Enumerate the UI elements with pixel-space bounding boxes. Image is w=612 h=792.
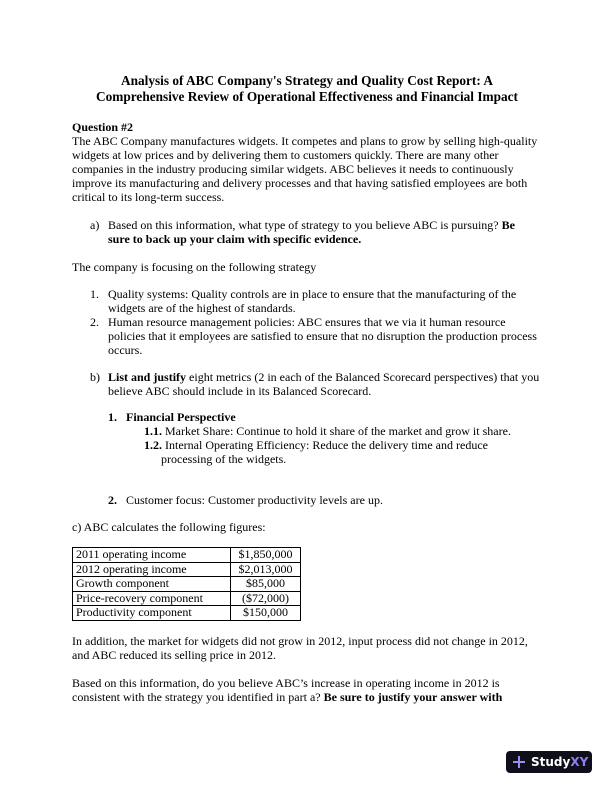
scorecard-subitem-marker: 1.2. <box>144 438 162 452</box>
strategy-item-marker: 2. <box>90 315 99 329</box>
scorecard-subitem <box>144 438 544 466</box>
plus-icon <box>513 756 525 768</box>
document-title <box>72 73 542 105</box>
title-line-2: Comprehensive Review of Operational Effectiveness and Financial Impact <box>96 89 518 104</box>
scorecard-subitem-marker: 1.1. <box>144 424 162 438</box>
table-cell-label: 2011 operating income <box>73 548 231 563</box>
table-row <box>73 548 301 563</box>
scorecard-text: Customer focus: Customer productivity levels are up. <box>126 493 383 507</box>
question-heading: Question #2 <box>72 120 134 134</box>
question-emphasis: Be sure to justify your answer with <box>323 690 503 704</box>
part-b <box>90 370 550 398</box>
figures-table <box>72 547 301 621</box>
scorecard-marker: 2. <box>108 493 117 507</box>
addition-line: and ABC reduced its selling price in 2012. <box>72 648 276 662</box>
table-cell-value: $1,850,000 <box>231 548 301 563</box>
table-cell-value: ($72,000) <box>231 591 301 606</box>
badge-label <box>531 755 588 769</box>
intro-line: widgets at low prices and by delivering them to customers quickly. There are many other <box>72 148 499 162</box>
scorecard-subitem-text: Internal Operating Efficiency: Reduce the delivery time and reduce <box>165 438 488 452</box>
scorecard-customer-focus <box>108 493 528 507</box>
part-c-intro: c) ABC calculates the following figures: <box>72 520 266 534</box>
part-c-question <box>72 676 552 704</box>
studyxy-badge[interactable] <box>506 751 592 773</box>
part-a-text: Based on this information, what type of strategy to you believe ABC is pursuing? <box>108 218 502 232</box>
strategy-item-line: widgets are of the highest of standards. <box>108 301 296 315</box>
question-text: consistent with the strategy you identified in part a? <box>72 690 324 704</box>
part-b-text-cont: believe ABC should include in its Balanced Scorecard. <box>108 384 372 398</box>
intro-line: companies in the industry producing similar widgets. ABC believes it needs to continuously <box>72 162 514 176</box>
strategy-item-line: policies that it employees are satisfied to ensure that no disruption the production process <box>108 329 537 343</box>
addition-line: In addition, the market for widgets did not grow in 2012, input process did not change in 2012, <box>72 634 528 648</box>
scorecard-subitem-text-cont: processing of the widgets. <box>161 452 287 466</box>
part-b-text: eight metrics (2 in each of the Balanced Scorecard perspectives) that you <box>186 370 540 384</box>
title-line-1: Analysis of ABC Company's Strategy and Quality Cost Report: A <box>121 73 493 88</box>
badge-text-accent: XY <box>570 755 589 769</box>
scorecard-subitem <box>144 424 544 438</box>
intro-line: The ABC Company manufactures widgets. It competes and plans to grow by selling high-quality <box>72 134 538 148</box>
part-a-marker: a) <box>90 218 100 232</box>
part-a-emphasis-cont: sure to back up your claim with specific evidence. <box>108 232 362 246</box>
part-b-emphasis: List and justify <box>108 370 187 384</box>
question-line: Based on this information, do you believe ABC’s increase in operating income in 2012 is <box>72 676 500 690</box>
table-row <box>73 591 301 606</box>
intro-line: improve its manufacturing and delivery processes and that having satisfied employees are both <box>72 176 528 190</box>
table-cell-value: $150,000 <box>231 606 301 621</box>
strategy-item-line: Quality systems: Quality controls are in place to ensure that the manufacturing of the <box>108 287 517 301</box>
strategy-item-marker: 1. <box>90 287 99 301</box>
table-cell-value: $85,000 <box>231 577 301 592</box>
table-cell-label: 2012 operating income <box>73 562 231 577</box>
strategy-item-line: Human resource management policies: ABC ensures that we via it human resource <box>108 315 506 329</box>
part-a <box>90 218 542 246</box>
table-cell-label: Productivity component <box>73 606 231 621</box>
strategy-item <box>90 315 550 357</box>
strategy-item <box>90 287 542 315</box>
badge-text-main: Study <box>531 755 571 769</box>
part-b-marker: b) <box>90 370 100 384</box>
scorecard-financial-perspective <box>108 410 528 424</box>
intro-line: critical to its long-term success. <box>72 190 225 204</box>
part-c-addition <box>72 634 552 662</box>
part-a-emphasis: Be <box>501 218 515 232</box>
table-row <box>73 577 301 592</box>
scorecard-marker: 1. <box>108 410 117 424</box>
table-row <box>73 562 301 577</box>
table-cell-label: Growth component <box>73 577 231 592</box>
strategy-item-line: occurs. <box>108 343 143 357</box>
strategy-intro: The company is focusing on the following strategy <box>72 260 317 274</box>
scorecard-heading: Financial Perspective <box>126 410 236 424</box>
table-row <box>73 606 301 621</box>
scorecard-subitem-text: Market Share: Continue to hold it share of the market and grow it share. <box>165 424 511 438</box>
table-cell-value: $2,013,000 <box>231 562 301 577</box>
question-intro <box>72 134 542 204</box>
table-cell-label: Price-recovery component <box>73 591 231 606</box>
